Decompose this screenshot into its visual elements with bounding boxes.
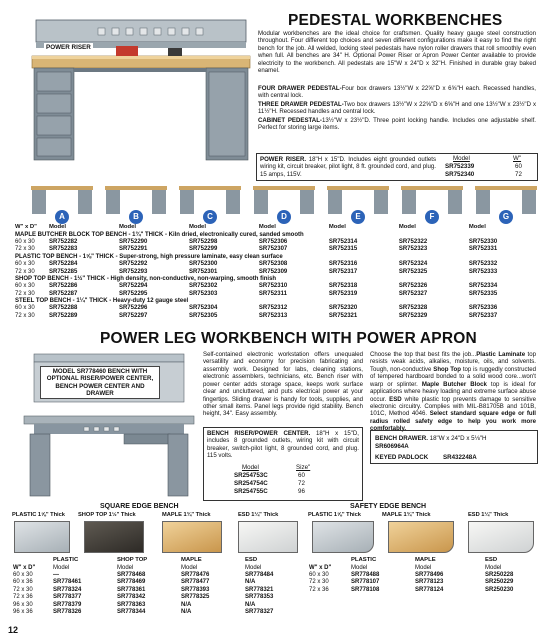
bench-riser-description (207, 430, 359, 460)
plastic-swatch (14, 521, 70, 553)
model-cell: SR752329 (398, 312, 428, 319)
column-header: MAPLE (415, 557, 436, 564)
column-header: ESD (485, 557, 498, 564)
model-cell: SR752330 (468, 238, 498, 245)
power-riser-box (256, 153, 538, 181)
size-cell: 60 x 36 (13, 579, 33, 586)
model-cell: SR752322 (398, 238, 428, 245)
model-cell: SR778488 (351, 571, 380, 578)
power-leg-bench-image (14, 350, 198, 500)
cabinet-label: CABINET PEDESTAL- (258, 117, 322, 124)
top-choice-description (370, 351, 536, 433)
esd-swatch (238, 521, 298, 553)
column-header: ESD (245, 557, 258, 564)
size-cell: 72 x 30 (309, 579, 329, 586)
model-header: Model (398, 224, 416, 231)
top-choice-text: top is ruggedly constructed of tempered hardboard bonded to a solid wood core...won't warp or splinter. (370, 365, 537, 388)
group-heading-row (14, 231, 538, 238)
model-cell: SR752311 (258, 290, 287, 297)
power-riser-text: 18"H x 15"D. Includes eight grounded outlets wiring kit, circuit breaker, pilot light, 8 ft. grounded cord, and plug. 15 amps, 115V. (260, 156, 436, 178)
model-cell: SR752315 (328, 246, 358, 253)
power-riser-description (260, 156, 436, 178)
configuration-b (104, 184, 168, 224)
size-header: W" x D" (309, 564, 332, 571)
model-cell: SR778461 (53, 579, 82, 586)
model-cell: SR752282 (49, 238, 78, 245)
model-cell: SR778476 (181, 571, 210, 578)
group-heading-row (14, 298, 538, 305)
table-subheader-row (308, 564, 540, 571)
model-cell: SR752313 (258, 312, 288, 319)
model-cell: SR752335 (468, 290, 498, 297)
page-number: 12 (8, 625, 19, 635)
model-cell: SR778123 (415, 579, 444, 586)
table-row (12, 594, 304, 601)
table-row (14, 313, 538, 320)
bench-riser-model: SR254755C (234, 488, 268, 495)
model-cell: SR752334 (468, 283, 498, 290)
size-cell: 96 x 30 (13, 601, 33, 608)
power-riser-image-label: POWER RISER (46, 44, 91, 51)
model-cell: SR752295 (118, 290, 148, 297)
configuration-a-badge: A (55, 210, 69, 224)
model-cell: SR752307 (258, 246, 288, 253)
top-choice-text: Choose the top that best fits the job... (370, 351, 477, 358)
top-choice-text: top is ideal for applications where heavy loading and extreme surface abuse occur. (370, 380, 536, 403)
group-heading: MAPLE BUTCHER BLOCK TOP BENCH - 1¾" THICK - Kiln dried, electronically cured, sanded smooth (15, 231, 304, 238)
table-row (308, 572, 540, 579)
padlock-label: KEYED PADLOCK (375, 454, 429, 461)
maple-swatch (388, 521, 454, 553)
size-cell: 72 x 36 (309, 586, 329, 593)
plastic-laminate-label: Plastic Laminate (476, 351, 526, 358)
edge-note: Select standard square edge or full radius rolled safety edge to help you work more comfortably. (370, 410, 537, 433)
model-cell: SR752299 (188, 246, 218, 253)
model-cell: SR250228 (485, 571, 514, 578)
model-cell: SR778377 (53, 594, 82, 601)
table-row (14, 246, 538, 253)
configuration-a (30, 184, 94, 224)
model-cell: SR778108 (351, 586, 380, 593)
model-header: Model (258, 224, 276, 231)
model-header: Model (328, 224, 346, 231)
configuration-g-badge: G (499, 210, 513, 224)
model-cell: SR752285 (49, 268, 78, 275)
table-row (14, 305, 538, 312)
size-cell: 72 x 30 (15, 246, 35, 253)
power-riser-model-header: Model (453, 155, 470, 162)
group-heading: PLASTIC TOP BENCH - 1⅝" THICK - Super-strong, high pressure laminate, easy clean surface (15, 253, 283, 260)
column-subheader: Model (415, 564, 432, 571)
bench-drawer-text: 18"W x 24"D x 5⅛"H (427, 435, 487, 442)
group-heading-row (14, 254, 538, 261)
model-cell: SR778469 (117, 579, 146, 586)
configuration-e (326, 184, 390, 224)
model-cell: SR752309 (258, 268, 288, 275)
cabinet-text: 13½"W x 23½"D. Three point locking handle. Includes one adjustable shelf. Perfect for storing large items. (258, 117, 536, 132)
model-cell: SR752301 (188, 268, 218, 275)
swatch-label-esd: ESD 1¼" Thick (238, 512, 279, 518)
model-cell: SR752320 (328, 305, 358, 312)
model-cell: SR752304 (188, 305, 218, 312)
configuration-f (400, 184, 464, 224)
model-cell: SR752328 (398, 305, 428, 312)
safety-edge-title: SAFETY EDGE BENCH (350, 503, 427, 510)
model-cell: SR778379 (53, 601, 82, 608)
size-cell: 72 x 30 (15, 312, 35, 319)
model-header: Model (118, 224, 136, 231)
model-cell: SR778344 (117, 608, 146, 615)
top-choice-text: top resists weak acids, alkalies, moisture, oils, and solvents. Tough, non-conductive (370, 351, 537, 373)
column-header: PLASTIC (351, 557, 377, 564)
power-leg-description: Self-contained electronic workstation offers unequaled versatility and economy for precision fabricating and assembly work. Designed for labs, cleaning stations, electronic assemblers, technicians, etc. Bench riser with power center adds storage space, keeps work surface clear and uncluttered, and puts electrical power at your fingertips. Sliding drawer is handy for tools, supplies, and other small items. Panel legs provide rigid stability. Bench height, 34". Easy assembly. (203, 351, 363, 418)
model-cell: SR752288 (49, 305, 78, 312)
column-subheader: Model (53, 564, 70, 571)
size-cell: 60 x 30 (13, 571, 33, 578)
power-riser-width: 72 (515, 171, 522, 178)
model-cell: SR752332 (468, 261, 498, 268)
model-cell: SR752291 (118, 246, 148, 253)
group-heading-row (14, 276, 538, 283)
square-edge-title: SQUARE EDGE BENCH (100, 503, 179, 510)
model-cell: SR778107 (351, 579, 380, 586)
size-cell: 72 x 30 (13, 586, 33, 593)
maple-label: Maple Butcher Block (421, 380, 487, 388)
model-cell: SR752333 (468, 268, 498, 275)
model-cell: SR752318 (328, 283, 358, 290)
model-cell: N/A (245, 601, 256, 608)
model-cell: SR752287 (49, 290, 78, 297)
bench-drawer-label: BENCH DRAWER. (375, 435, 428, 442)
model-header: Model (188, 224, 206, 231)
model-cell: SR778363 (117, 601, 146, 608)
configuration-c-badge: C (203, 210, 217, 224)
model-cell: SR752293 (118, 268, 148, 275)
model-cell: SR778327 (245, 608, 274, 615)
bench-riser-model: SR254753C (234, 472, 268, 479)
table-row (308, 587, 540, 594)
size-header: W" x D" (15, 224, 37, 231)
pedestal-model-table (14, 224, 538, 320)
power-leg-image-label: MODEL SR778460 BENCH WITH OPTIONAL RISER/POWER CENTER, BENCH POWER CENTER AND DRAWER (40, 366, 160, 399)
model-cell: SR752290 (118, 238, 148, 245)
configuration-c (178, 184, 242, 224)
model-header: Model (468, 224, 486, 231)
model-cell: SR752297 (118, 312, 148, 319)
bench-riser-text: 18"H x 15"D, includes 8 grounded outlets, wiring kit with circuit breaker, switch-pilot light, 8 grounded cord, and plug. 115 volts. (207, 430, 359, 460)
three-drawer-text: Two box drawers 13½"W x 22⅝"D x 6⅝"H and one 13½"W x 23½"D x 11½"H. Recessed handles and central lock. (258, 101, 537, 116)
model-cell: SR778477 (181, 579, 210, 586)
model-cell: SR778361 (117, 586, 146, 593)
model-cell: SR752305 (188, 312, 218, 319)
bench-riser-size: 72 (298, 480, 305, 487)
model-cell: SR752294 (118, 283, 148, 290)
table-subheader-row (12, 564, 304, 571)
size-cell: 60 x 30 (15, 238, 35, 245)
group-heading: SHOP TOP BENCH - 1½" THICK - High density, non-conductive, non-warping, smooth finish (15, 275, 277, 282)
model-cell: SR778321 (245, 586, 274, 593)
model-cell: SR752286 (49, 283, 78, 290)
table-row (12, 572, 304, 579)
model-header: Model (49, 224, 67, 231)
model-cell: SR752296 (118, 305, 148, 312)
model-cell: SR778496 (415, 571, 444, 578)
model-cell: SR778342 (117, 594, 146, 601)
cabinet-description (258, 117, 536, 132)
model-cell: SR752319 (328, 290, 358, 297)
configuration-e-badge: E (351, 210, 365, 224)
model-cell: SR752298 (188, 238, 218, 245)
configuration-d-badge: D (277, 210, 291, 224)
swatch-label-plastic: PLASTIC 1⅝" Thick (308, 512, 361, 518)
table-row (308, 579, 540, 586)
size-cell: 96 x 36 (13, 608, 33, 615)
column-subheader: Model (117, 564, 134, 571)
table-row (14, 283, 538, 290)
model-cell: SR752283 (49, 246, 78, 253)
square-edge-table (12, 557, 304, 616)
model-cell: SR778393 (181, 586, 210, 593)
model-cell: SR752289 (49, 312, 78, 319)
pedestal-bench-image (28, 18, 252, 164)
size-cell: 72 x 30 (15, 268, 35, 275)
column-subheader: Model (351, 564, 368, 571)
safety-edge-swatches (308, 512, 540, 555)
power-riser-width-header: W" (513, 155, 522, 162)
bench-drawer-box (370, 430, 538, 464)
shop-top-swatch (84, 521, 144, 553)
pedestal-intro-text: Modular workbenches are the ideal choice for craftsmen. Quality heavy gauge steel construction throughout. Four different top choices and seven different configurations make it easy to find the right bench for the job. All welded, locking steel pedestals have nylon roller drawers that roll smoothly even when full. All benches are 34" H. Optional Power Riser or Apron Power Center available to provide electricity to the workbench. All pedestals are 15"W x 24"D x 32"H. Finished in durable gray baked enamel. (258, 30, 536, 75)
table-row (12, 579, 304, 586)
bench-riser-size: 96 (298, 488, 305, 495)
bench-riser-size: 60 (298, 472, 305, 479)
model-cell: SR752302 (188, 283, 218, 290)
model-cell: N/A (181, 608, 192, 615)
table-row (14, 291, 538, 298)
model-cell: SR752312 (258, 305, 288, 312)
four-drawer-text: Four box drawers 13½"W x 22⅝"D x 6⅝"H each. Recessed handles, with central lock. (258, 85, 536, 100)
table-row (14, 261, 538, 268)
model-cell: SR778326 (53, 608, 82, 615)
model-cell: SR778325 (181, 594, 210, 601)
three-drawer-label: THREE DRAWER PEDESTAL- (258, 101, 344, 108)
model-cell: SR752327 (398, 290, 428, 297)
top-choice-text: white plastic top prevents damage to sensitive electronic circuitry. Complies with MIL-B81705B and 101B, 101C, Method 4046. (370, 395, 536, 418)
configuration-g (474, 184, 538, 224)
model-cell: SR752316 (328, 261, 358, 268)
table-row (12, 609, 304, 616)
model-cell: SR752300 (188, 261, 218, 268)
model-cell: SR778353 (245, 594, 274, 601)
three-drawer-description (258, 101, 536, 116)
table-header-row (14, 224, 538, 231)
model-cell: SR778324 (53, 586, 82, 593)
table-row (14, 239, 538, 246)
table-row (12, 587, 304, 594)
model-cell: N/A (245, 579, 256, 586)
pedestal-bench-illustration (28, 18, 252, 164)
model-cell: SR752324 (398, 261, 428, 268)
power-riser-model: SR752339 (445, 163, 475, 170)
square-edge-swatches (12, 512, 302, 555)
configuration-thumbnails (30, 184, 540, 224)
size-cell: 60 x 30 (309, 571, 329, 578)
size-cell: 60 x 30 (15, 283, 35, 290)
model-cell: SR778124 (415, 586, 444, 593)
model-cell: SR752306 (258, 238, 288, 245)
column-header: SHOP TOP (117, 557, 148, 564)
page-title-power-leg-workbench: POWER LEG WORKBENCH WITH POWER APRON (100, 330, 477, 347)
bench-riser-model-header: Model (242, 464, 259, 471)
size-cell: 60 x 30 (15, 305, 35, 312)
column-subheader: Model (181, 564, 198, 571)
table-row (12, 601, 304, 608)
model-cell: SR778484 (245, 571, 274, 578)
size-cell: 60 x 30 (15, 261, 35, 268)
column-subheader: Model (245, 564, 262, 571)
model-cell: SR752336 (468, 305, 498, 312)
table-row (14, 268, 538, 275)
power-riser-model: SR752340 (445, 171, 475, 178)
swatch-label-shop-top: SHOP TOP 1½" Thick (78, 512, 136, 518)
bench-riser-box (203, 427, 363, 501)
model-cell: SR752284 (49, 261, 78, 268)
bench-riser-model: SR254754C (234, 480, 268, 487)
padlock-model: SR432248A (443, 454, 477, 461)
table-header-row (12, 557, 304, 564)
four-drawer-description (258, 85, 536, 100)
bench-riser-size-header: Size" (296, 464, 311, 471)
bench-riser-label: BENCH RISER/POWER CENTER. (207, 430, 311, 437)
bench-drawer-model: SR606964A (375, 443, 409, 450)
model-cell: SR752314 (328, 238, 358, 245)
swatch-label-maple: MAPLE 1¾" Thick (382, 512, 431, 518)
four-drawer-label: FOUR DRAWER PEDESTAL- (258, 85, 342, 92)
model-cell: SR752292 (118, 261, 148, 268)
model-cell: SR250229 (485, 579, 514, 586)
configuration-f-badge: F (425, 210, 439, 224)
power-riser-width: 60 (515, 163, 522, 170)
swatch-label-plastic: PLASTIC 1⅝" Thick (12, 512, 65, 518)
bench-drawer-line (375, 435, 535, 442)
esd-swatch (468, 521, 534, 553)
swatch-label-maple: MAPLE 1¾" Thick (162, 512, 211, 518)
swatch-label-esd: ESD 1¼" Thick (468, 512, 509, 518)
model-cell: SR752326 (398, 283, 428, 290)
table-header-row (308, 557, 540, 564)
configuration-d (252, 184, 316, 224)
column-header: MAPLE (181, 557, 202, 564)
size-header: W" x D" (13, 564, 36, 571)
model-cell: SR752325 (398, 268, 428, 275)
size-cell: 72 x 36 (13, 594, 33, 601)
model-cell: SR752308 (258, 261, 288, 268)
power-riser-label: POWER RISER. (260, 156, 307, 163)
page-title-pedestal-workbenches: PEDESTAL WORKBENCHES (288, 12, 503, 29)
model-cell: SR752321 (328, 312, 358, 319)
model-cell: SR752337 (468, 312, 498, 319)
shop-top-label: Shop Top (433, 365, 462, 373)
safety-edge-table (308, 557, 540, 594)
model-cell: SR752323 (398, 246, 428, 253)
column-header: PLASTIC (53, 557, 79, 564)
model-cell: SR752317 (328, 268, 358, 275)
model-cell: N/A (181, 601, 192, 608)
configuration-b-badge: B (129, 210, 143, 224)
size-cell: 72 x 30 (15, 290, 35, 297)
model-cell: SR778468 (117, 571, 146, 578)
model-cell: SR250230 (485, 586, 514, 593)
model-cell: SR752303 (188, 290, 218, 297)
model-cell: SR752331 (468, 246, 498, 253)
maple-swatch (162, 521, 222, 553)
model-cell: SR752310 (258, 283, 288, 290)
model-cell: — (53, 571, 59, 578)
plastic-swatch (312, 521, 374, 553)
group-heading: STEEL TOP BENCH - 1¼" THICK - Heavy-duty 12 gauge steel (15, 298, 189, 305)
column-subheader: Model (485, 564, 502, 571)
esd-label: ESD (389, 395, 402, 403)
